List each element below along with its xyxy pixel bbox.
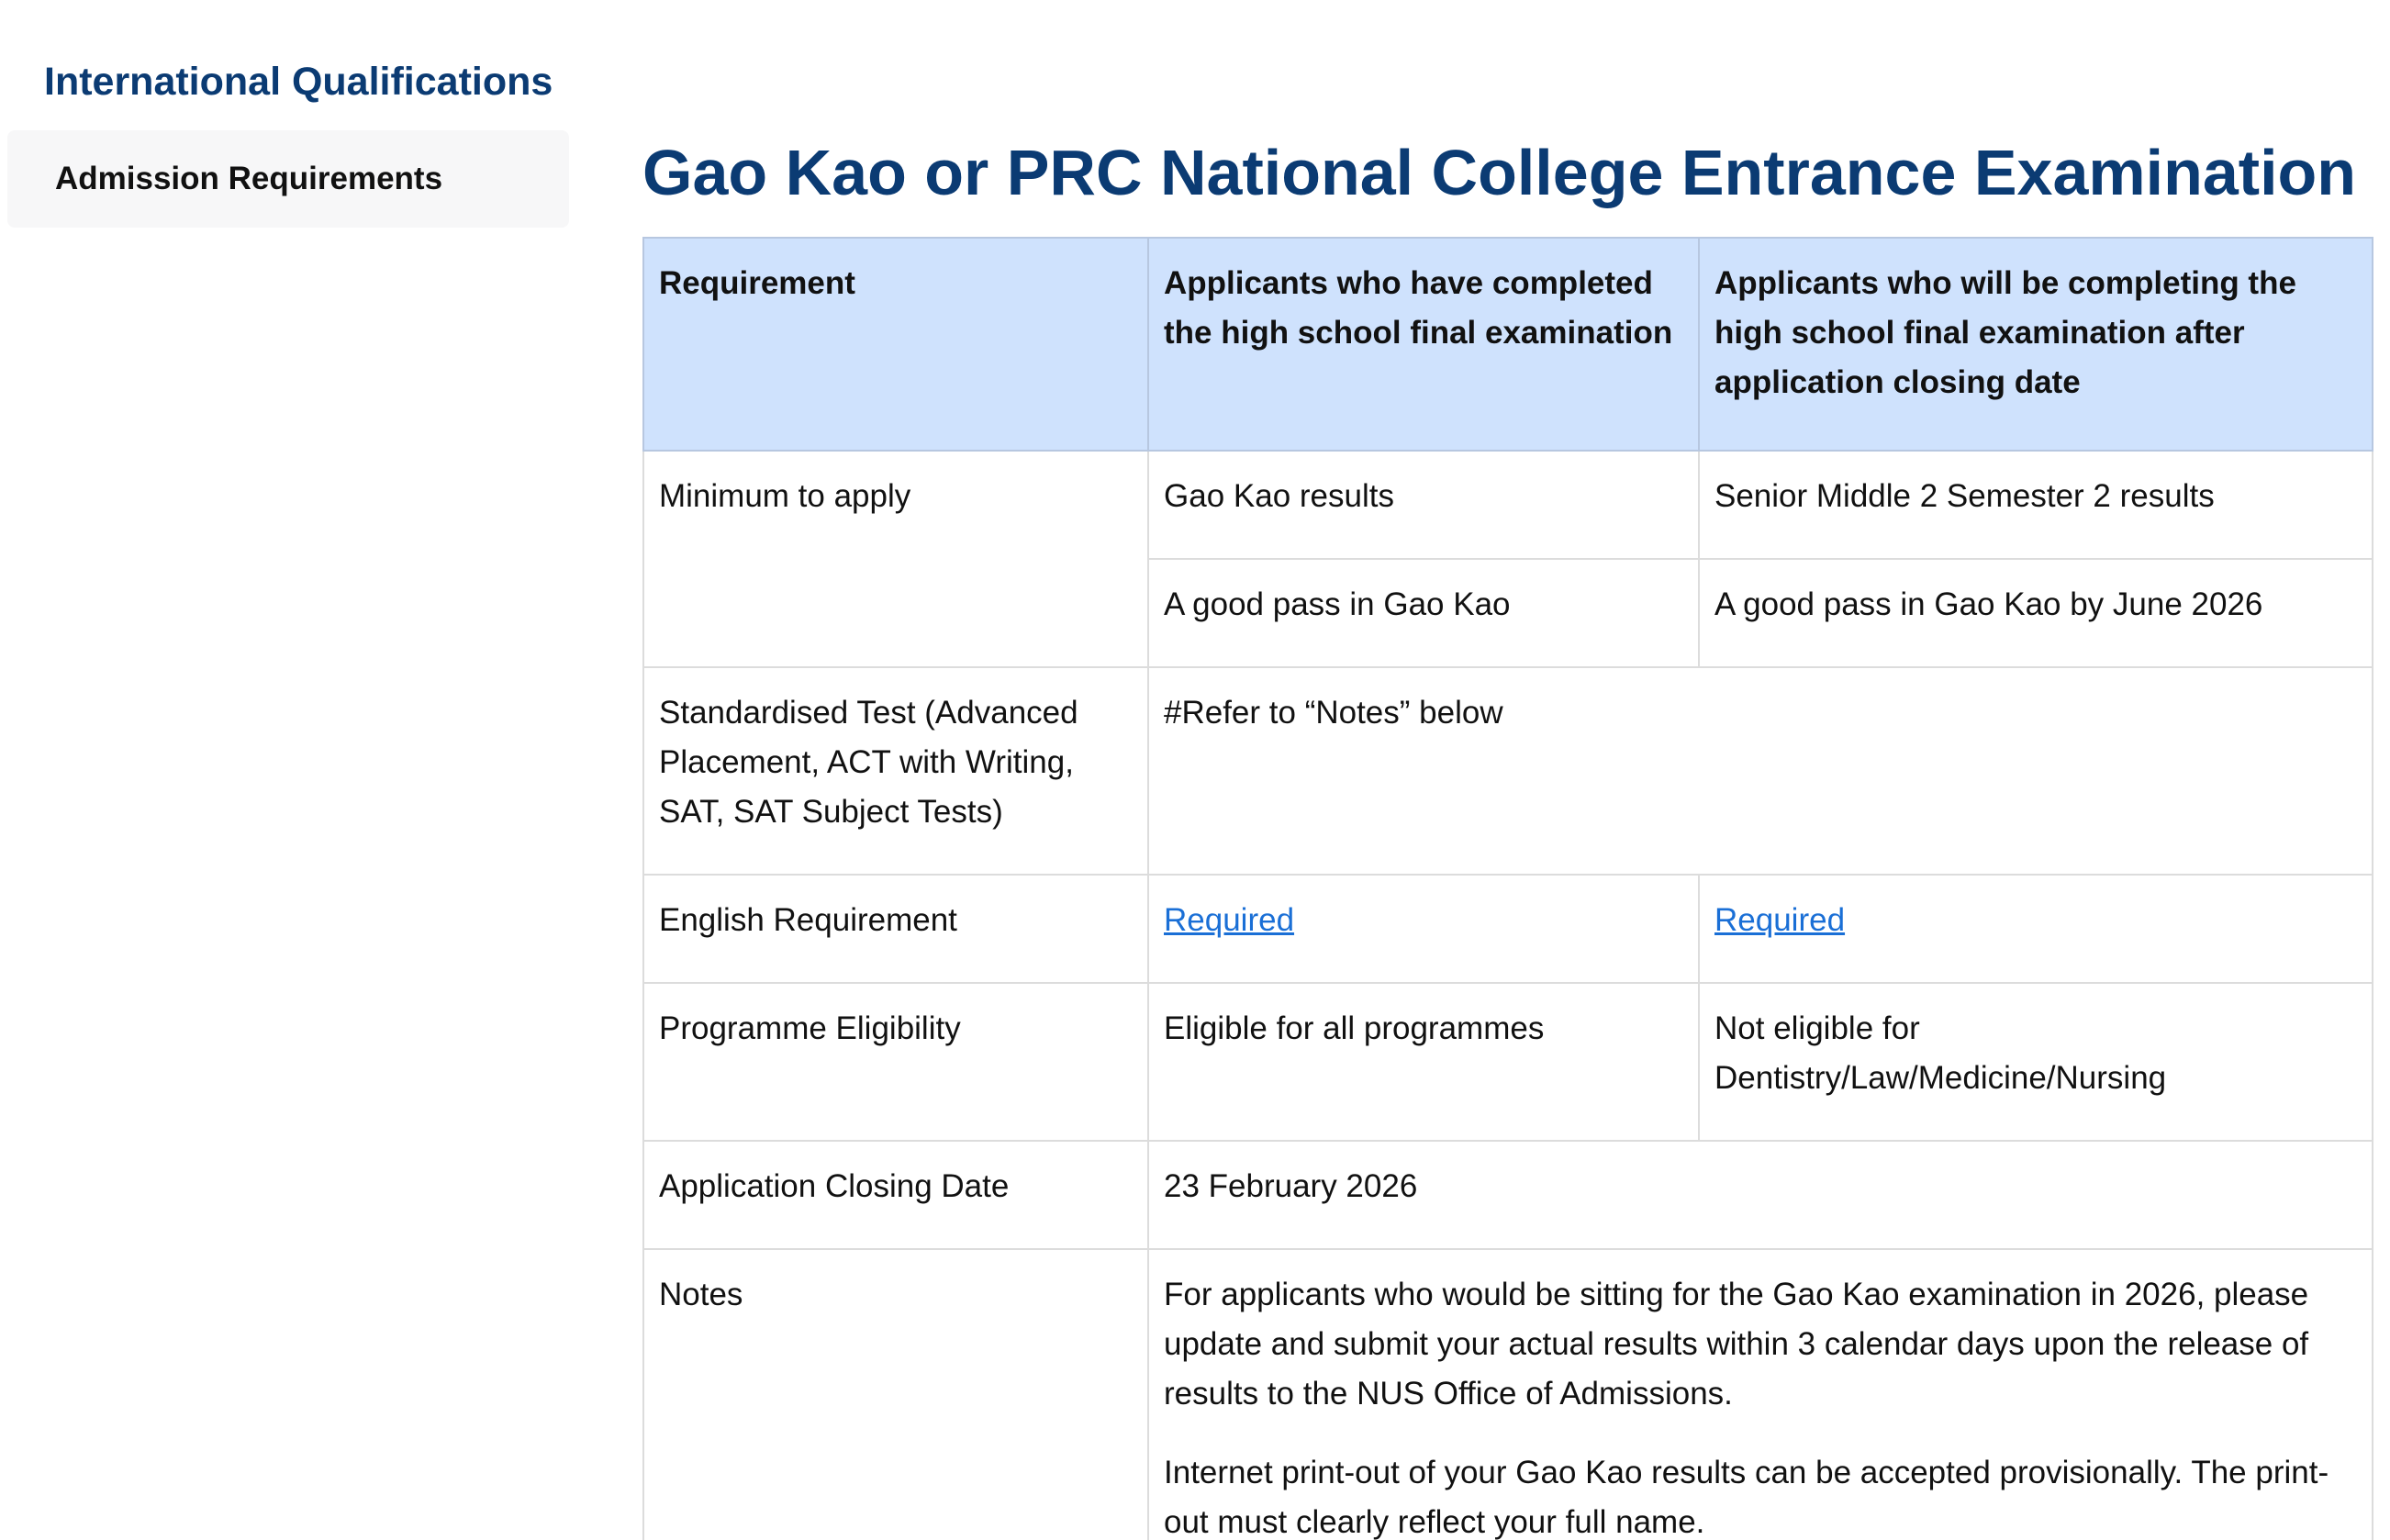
minimum-pending-pass: A good pass in Gao Kao by June 2026: [1699, 559, 2373, 667]
table-row-eligibility: [643, 983, 2373, 1141]
english-pending-cell: [1699, 875, 2373, 983]
table-row-closing-date: [643, 1141, 2373, 1249]
standardised-test-value: #Refer to “Notes” below: [1148, 667, 2373, 875]
sidebar-heading[interactable]: International Qualifications: [44, 60, 553, 104]
requirements-table: [642, 237, 2373, 1540]
minimum-pending-results: Senior Middle 2 Semester 2 results: [1699, 451, 2373, 559]
table-row-standardised-test: [643, 667, 2373, 875]
notes-label: Notes: [643, 1249, 1148, 1540]
sidebar: [7, 46, 569, 228]
closing-date-label: Application Closing Date: [643, 1141, 1148, 1249]
standardised-test-label: Standardised Test (Advanced Placement, ACT with Writing, SAT, SAT Subject Tests): [643, 667, 1148, 875]
english-completed-cell: [1148, 875, 1699, 983]
sidebar-item-admission-requirements[interactable]: Admission Requirements: [7, 130, 569, 228]
english-required-link-completed[interactable]: Required: [1164, 902, 1295, 938]
english-required-link-pending[interactable]: Required: [1714, 902, 1846, 938]
table-header-row: [643, 238, 2373, 451]
header-requirement: Requirement: [643, 238, 1148, 451]
notes-paragraph: For applicants who would be sitting for the Gao Kao examination in 2026, please update and submit your actual results within 3 calendar days upon the release of results to the NUS Office of Admissions.: [1164, 1277, 2309, 1412]
table-row-minimum: [643, 451, 2373, 559]
minimum-completed-pass: A good pass in Gao Kao: [1148, 559, 1699, 667]
notes-content: [1148, 1249, 2373, 1540]
minimum-completed-results: Gao Kao results: [1148, 451, 1699, 559]
notes-paragraph: Internet print-out of your Gao Kao results can be accepted provisionally. The print-out must clearly reflect your full name.: [1164, 1455, 2329, 1540]
table-row-notes: [643, 1249, 2373, 1540]
eligibility-pending: Not eligible for Dentistry/Law/Medicine/Nursing: [1699, 983, 2373, 1141]
header-completed: Applicants who have completed the high school final examination: [1148, 238, 1699, 451]
table-row-english: [643, 875, 2373, 983]
page-title: Gao Kao or PRC National College Entrance Examination: [642, 137, 2357, 208]
main-content: [642, 128, 2390, 1540]
header-pending: Applicants who will be completing the high school final examination after application closing date: [1699, 238, 2373, 451]
eligibility-completed: Eligible for all programmes: [1148, 983, 1699, 1141]
eligibility-label: Programme Eligibility: [643, 983, 1148, 1141]
closing-date-value: 23 February 2026: [1148, 1141, 2373, 1249]
english-label: English Requirement: [643, 875, 1148, 983]
minimum-label: Minimum to apply: [643, 451, 1148, 667]
